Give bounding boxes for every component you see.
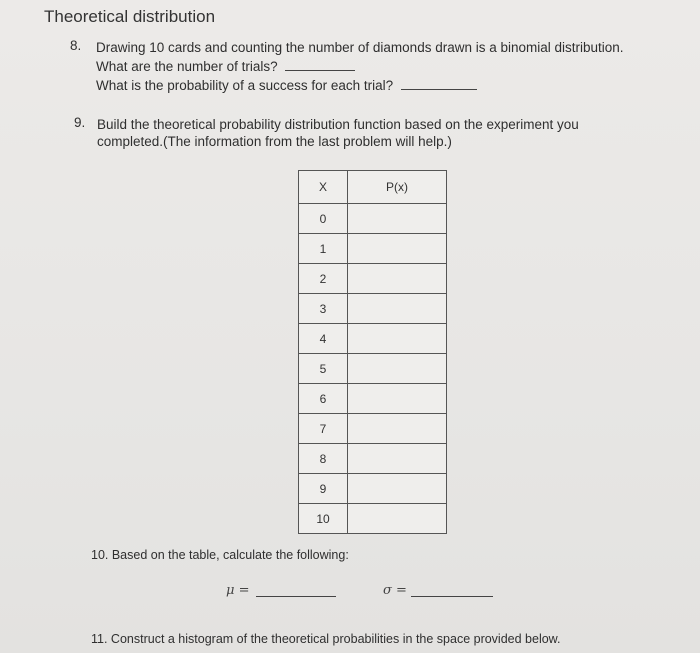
q9-number: 9. [74,115,86,130]
x-value: 1 [299,234,348,264]
table-row [299,444,447,474]
px-cell[interactable] [348,384,447,414]
probability-distribution-table [298,170,447,534]
table-row [299,324,447,354]
q9-line1: Build the theoretical probability distribution function based on the experiment you [97,117,579,132]
table-row [299,204,447,234]
q9-line2: completed.(The information from the last problem will help.) [97,134,452,149]
px-cell[interactable] [348,204,447,234]
q8-number: 8. [70,38,82,53]
x-value: 8 [299,444,348,474]
q11-text: 11. Construct a histogram of the theoretical probabilities in the space provided below. [91,632,561,646]
x-value: 2 [299,264,348,294]
mu-label: μ = [226,583,250,598]
px-cell[interactable] [348,474,447,504]
header-x: X [299,171,348,204]
px-cell[interactable] [348,504,447,534]
q10-text: 10. Based on the table, calculate the following: [91,548,349,562]
x-value: 3 [299,294,348,324]
x-value: 10 [299,504,348,534]
mu-answer-blank[interactable] [256,596,336,597]
table-row [299,264,447,294]
q8-trials-question [96,57,355,76]
q8-line2: What are the number of trials? [96,59,278,74]
px-cell[interactable] [348,414,447,444]
px-cell[interactable] [348,234,447,264]
q8-line3: What is the probability of a success for each trial? [96,78,394,93]
table-row [299,294,447,324]
trials-answer-blank[interactable] [285,58,355,71]
table-header-row [299,171,447,204]
q8-probability-question [96,76,477,95]
x-value: 5 [299,354,348,384]
table-row [299,474,447,504]
table-row [299,354,447,384]
sigma-answer-blank[interactable] [411,596,493,597]
x-value: 0 [299,204,348,234]
table-row [299,384,447,414]
x-value: 9 [299,474,348,504]
px-cell[interactable] [348,444,447,474]
table-row [299,234,447,264]
probability-answer-blank[interactable] [401,77,477,90]
x-value: 6 [299,384,348,414]
table-row [299,504,447,534]
px-cell[interactable] [348,324,447,354]
x-value: 7 [299,414,348,444]
table-row [299,414,447,444]
px-cell[interactable] [348,264,447,294]
x-value: 4 [299,324,348,354]
px-cell[interactable] [348,294,447,324]
page-title: Theoretical distribution [44,7,216,26]
px-cell[interactable] [348,354,447,384]
q8-line1: Drawing 10 cards and counting the number of diamonds drawn is a binomial distribution. [96,40,624,55]
sigma-label: σ = [383,583,407,598]
header-px: P(x) [348,171,447,204]
